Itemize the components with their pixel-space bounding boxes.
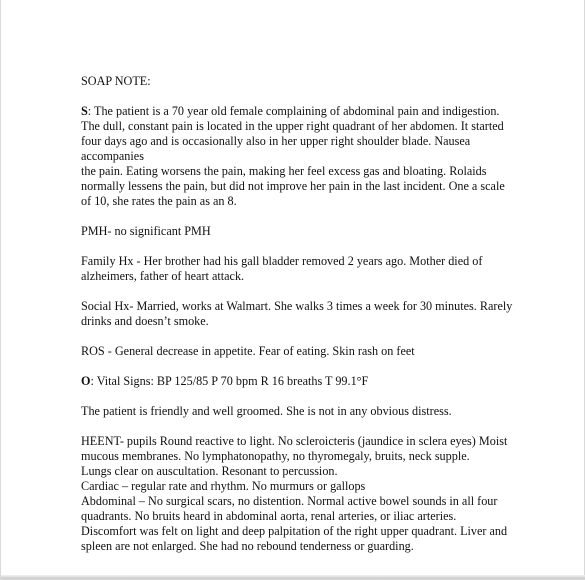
- soap-note-body: [81, 74, 521, 554]
- pmh-line: PMH- no significant PMH: [81, 224, 211, 238]
- document-heading: SOAP NOTE:: [81, 74, 151, 88]
- page-bottom-edge: [1, 575, 585, 579]
- subjective-paragraph: [81, 104, 521, 209]
- general-appearance-line: The patient is friendly and well groomed. She is not in any obvious distress.: [81, 404, 452, 418]
- social-history-paragraph: Social Hx- Married, works at Walmart. She walks 3 times a week for 30 minutes. Rarely drinks and doesn’t smoke.: [81, 299, 513, 328]
- cardiac-line: Cardiac – regular rate and rhythm. No murmurs or gallops: [81, 479, 366, 493]
- lungs-line: Lungs clear on auscultation. Resonant to percussion.: [81, 464, 338, 478]
- vital-signs-text: : Vital Signs: BP 125/85 P 70 bpm R 16 breaths T 99.1°F: [90, 374, 369, 388]
- abdominal-paragraph: Abdominal – No surgical scars, no distention. Normal active bowel sounds in all four quadrants. No bruits heard in abdominal aorta, renal arteries, or iliac arteries. Discomfort was felt on light and deep palpitation of the right upper quadrant. Liver and spleen are not enlarged. She had no rebound tenderness or guarding.: [81, 494, 508, 553]
- subjective-marker: S: [81, 104, 88, 118]
- objective-paragraph: [81, 374, 521, 389]
- subjective-text: : The patient is a 70 year old female complaining of abdominal pain and indigestion. The dull, constant pain is located in the upper right quadrant of her abdomen. It started four days ago and is occasionally also in her upper right shoulder blade. Nausea accompanies the pain. Eating worsens the pain, making her feel excess gas and bloating. Rolaids normally lessens the pain, but did not improve her pain in the last incident. One a scale of 10, she rates the pain as an 8.: [81, 104, 505, 208]
- family-history-paragraph: Family Hx - Her brother had his gall bladder removed 2 years ago. Mother died of alzheimers, father of heart attack.: [81, 254, 483, 283]
- heent-paragraph: HEENT- pupils Round reactive to light. No scleroicteris (jaundice in sclera eyes) Moist mucous membranes. No lymphatonopathy, no thyromegaly, bruits, neck supple.: [81, 434, 508, 463]
- ros-line: ROS - General decrease in appetite. Fear of eating. Skin rash on feet: [81, 344, 415, 358]
- objective-marker: O: [81, 374, 91, 388]
